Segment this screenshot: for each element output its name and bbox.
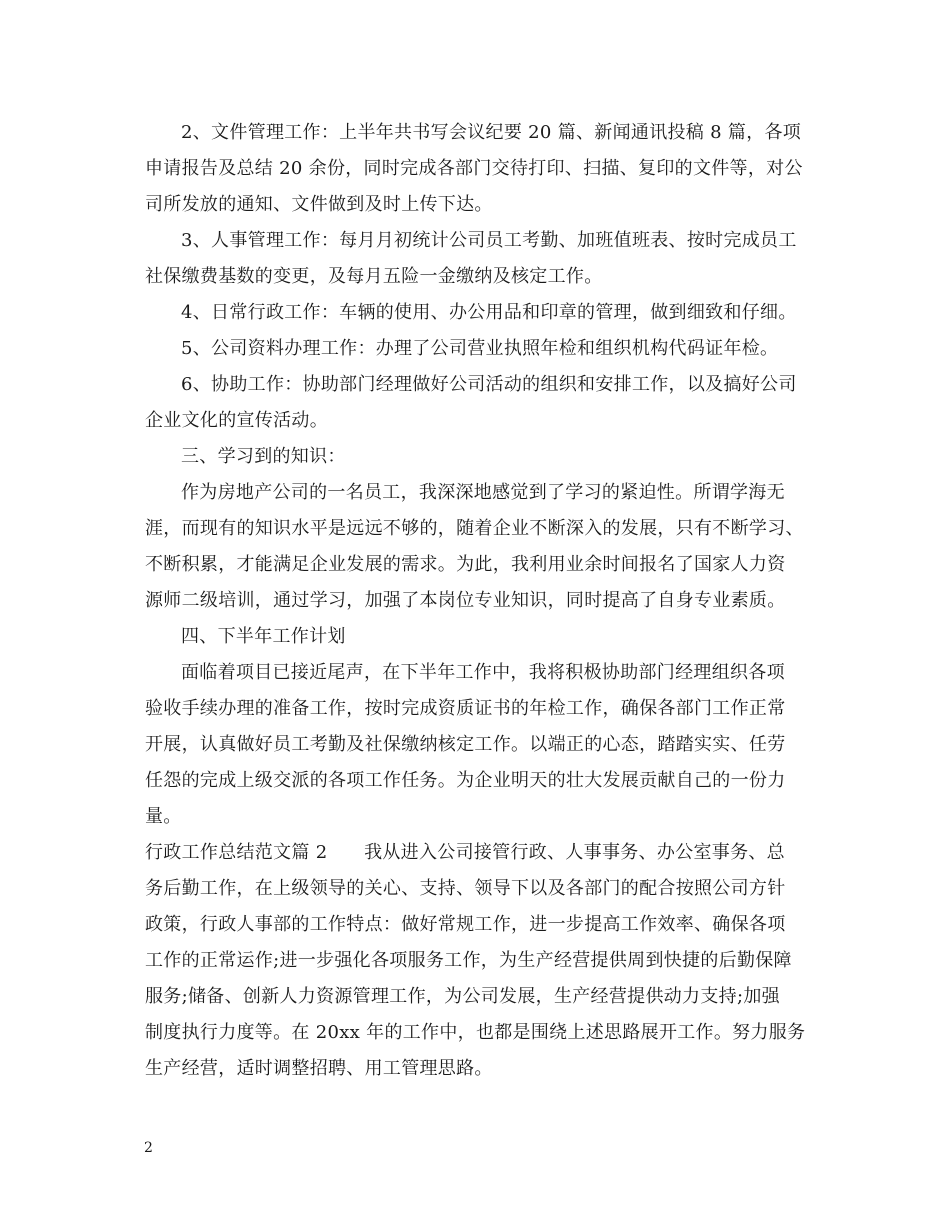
paragraph-line: 司所发放的通知、文件做到及时上传下达。 <box>145 194 493 215</box>
section-heading: 四、下半年工作计划 <box>181 626 346 647</box>
paragraph-line: 6、协助工作：协助部门经理做好公司活动的组织和安排工作，以及搞好公司 <box>181 374 797 395</box>
paragraph-line: 服务;储备、创新人力资源管理工作，为公司发展，生产经营提供动力支持;加强 <box>145 986 780 1007</box>
paragraph-line: 量。 <box>145 806 182 827</box>
paragraph-line: 工作的正常运作;进一步强化各项服务工作，为生产经营提供周到快捷的后勤保障 <box>145 950 792 971</box>
paragraph-line: 社保缴费基数的变更，及每月五险一金缴纳及核定工作。 <box>145 266 603 287</box>
paragraph-line: 4、日常行政工作：车辆的使用、办公用品和印章的管理，做到细致和仔细。 <box>181 302 797 323</box>
paragraph-line: 2、文件管理工作：上半年共书写会议纪要 20 篇、新闻通讯投稿 8 篇，各项 <box>181 122 802 143</box>
paragraph-line: 3、人事管理工作：每月月初统计公司员工考勤、加班值班表、按时完成员工 <box>181 230 797 251</box>
paragraph-line: 5、公司资料办理工作：办理了公司营业执照年检和组织机构代码证年检。 <box>181 338 779 359</box>
paragraph-line: 政策，行政人事部的工作特点：做好常规工作，进一步提高工作效率、确保各项 <box>145 914 786 935</box>
paragraph-line: 任怨的完成上级交派的各项工作任务。为企业明天的壮大发展贡献自己的一份力 <box>145 770 786 791</box>
paragraph-line: 行政工作总结范文篇 2 我从进入公司接管行政、人事事务、办公室事务、总 <box>145 842 785 863</box>
paragraph-line: 务后勤工作，在上级领导的关心、支持、领导下以及各部门的配合按照公司方针 <box>145 878 786 899</box>
paragraph-line: 验收手续办理的准备工作，按时完成资质证书的年检工作，确保各部门工作正常 <box>145 698 786 719</box>
paragraph-line: 开展，认真做好员工考勤及社保缴纳核定工作。以端正的心态，踏踏实实、任劳 <box>145 734 786 755</box>
paragraph-line: 生产经营，适时调整招聘、用工管理思路。 <box>145 1058 493 1079</box>
paragraph-line: 制度执行力度等。在 20xx 年的工作中，也都是围绕上述思路展开工作。努力服务 <box>145 1022 806 1043</box>
paragraph-line: 作为房地产公司的一名员工，我深深地感觉到了学习的紧迫性。所谓学海无 <box>181 482 785 503</box>
paragraph-line: 面临着项目已接近尾声，在下半年工作中，我将积极协助部门经理组织各项 <box>181 662 785 683</box>
page-number: 2 <box>144 1140 153 1156</box>
paragraph-line: 申请报告及总结 20 余份，同时完成各部门交待打印、扫描、复印的文件等，对公 <box>145 158 803 179</box>
section-heading: 三、学习到的知识： <box>181 446 346 467</box>
paragraph-line: 源师二级培训，通过学习，加强了本岗位专业知识，同时提高了自身专业素质。 <box>145 590 786 611</box>
paragraph-line: 涯，而现有的知识水平是远远不够的，随着企业不断深入的发展，只有不断学习、 <box>145 518 804 539</box>
paragraph-line: 不断积累，才能满足企业发展的需求。为此，我利用业余时间报名了国家人力资 <box>145 554 786 575</box>
paragraph-line: 企业文化的宣传活动。 <box>145 410 328 431</box>
